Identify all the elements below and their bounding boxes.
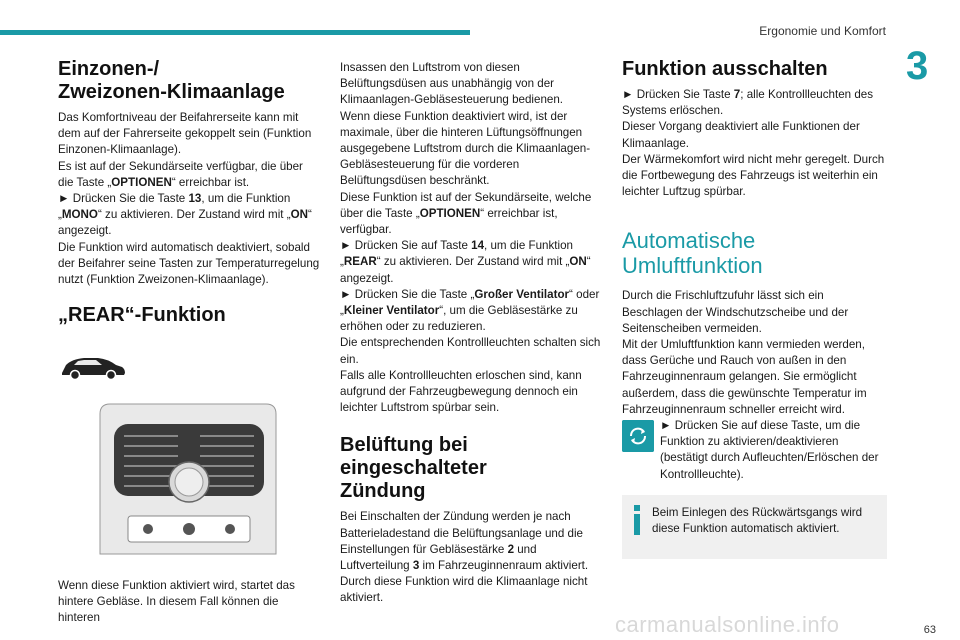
paragraph: Durch die Frischluftzufuhr lässt sich ein Beschlagen der Windschutzscheibe und der Seitenscheiben vermeiden.	[622, 289, 849, 335]
info-note	[622, 495, 887, 559]
paragraph: Mit der Umluftfunktion kann vermieden werden, dass Gerüche und Rauch von außen in den Fahrzeuginnenraum gelangen. Sie ermöglicht außerdem, dass die gewünschte Temperatur im Fahrzeuginnenraum schneller erreicht wird.	[622, 338, 867, 416]
paragraph: Es ist auf der Sekundärseite verfügbar, die über die Taste „OPTIONEN“ erreichbar ist.	[58, 159, 303, 189]
car-icon	[58, 353, 128, 381]
paragraph: Insassen den Luftstrom von diesen Belüftungsdüsen aus unabhängig von der Klimaanlagen-Gebläsesteuerung bedienen.	[340, 61, 564, 107]
page-number: 63	[923, 624, 936, 636]
info-text: Beim Einlegen des Rückwärtsgangs wird diese Funktion automatisch aktiviert.	[652, 505, 863, 536]
heading-line1: Einzonen-/	[58, 58, 160, 80]
paragraph: Die Funktion wird automatisch deaktiviert, sobald der Beifahrer seine Tasten zur Temperaturregelung nutzt (Funktion Zweizonen-Klimaanlage).	[58, 240, 320, 287]
paragraph: ► Drücken Sie die Taste 13, um die Funktion „MONO“ zu aktivieren. Der Zustand wird mit „ON“ angezeigt.	[58, 192, 312, 238]
recirculation-instruction	[622, 418, 887, 483]
header-accent-bar	[0, 30, 470, 35]
paragraph: Wenn diese Funktion aktiviert wird, startet das hintere Gebläse. In diesem Fall können die hinteren	[58, 578, 295, 625]
column-2	[340, 60, 605, 607]
paragraph: ► Drücken Sie auf diese Taste, um die Funktion zu aktivieren/deaktivieren (bestätigt durch Aufleuchten/Erlöschen der Kontrollleuchte).	[660, 419, 879, 481]
paragraph: ► Drücken Sie die Taste „Großer Ventilator“ oder „Kleiner Ventilator“, um die Gebläsestärke zu erhöhen oder zu reduzieren.	[340, 287, 600, 334]
paragraph: ► Drücken Sie auf Taste 14, um die Funktion „REAR“ zu aktivieren. Der Zustand wird mit „ON“ angezeigt.	[340, 239, 591, 285]
paragraph: Wenn diese Funktion deaktiviert wird, ist der maximale, über die hinteren Lüftungsöffnungen ausgegebene Luftstrom durch die Klimaanlagen-Gebläsesteuerung für die vorderen Belüftungsdüsen beschränkt.	[340, 109, 591, 188]
paragraph: Bei Einschalten der Zündung werden je nach Batterieladestand die Belüftungsanlage und die Einstellungen für Gebläsestärke 2 und Luftverteilung 3 im Fahrzeuginnenraum aktiviert.	[340, 510, 589, 573]
column-3	[622, 58, 887, 559]
recirculation-icon	[622, 420, 654, 452]
heading-line2: Umluftfunktion	[622, 253, 763, 279]
info-icon	[630, 505, 644, 535]
chapter-number: 3	[906, 44, 929, 88]
section-title: Ergonomie und Komfort	[759, 24, 886, 38]
paragraph: Das Komfortniveau der Beifahrerseite kann mit dem auf der Fahrerseite gekoppelt sein (Funktion Einzonen-Klimaanlage).	[58, 111, 312, 157]
heading-ventilation-ignition	[340, 434, 605, 503]
heading-line1: Belüftung bei eingeschalteter	[340, 434, 487, 480]
paragraph: Der Wärmekomfort wird nicht mehr geregelt. Durch die Fortbewegung des Fahrzeugs ist weiterhin ein leichter Luftzug spürbar.	[622, 152, 885, 199]
paragraph: Die entsprechenden Kontrollleuchten schalten sich ein.	[340, 336, 601, 366]
paragraph: ► Drücken Sie Taste 7; alle Kontrollleuchten des Systems erlöschen.	[622, 88, 874, 118]
rear-vent-panel-illustration	[80, 394, 296, 564]
paragraph: Falls alle Kontrollleuchten erloschen sind, kann aufgrund der Fahrzeugbewegung dennoch ein leichter Luftstrom spürbar sein.	[340, 368, 582, 415]
paragraph: Diese Funktion ist auf der Sekundärseite, welche über die Taste „OPTIONEN“ erreichbar ist, verfügbar.	[340, 190, 592, 237]
heading-switch-off: Funktion ausschalten	[622, 58, 828, 80]
heading-line1: Automatische	[622, 228, 756, 254]
heading-auto-recirculation	[622, 228, 887, 278]
paragraph: Dieser Vorgang deaktiviert alle Funktionen der Klimaanlage.	[622, 120, 860, 150]
heading-line2: Zündung	[340, 480, 426, 503]
column-1	[58, 58, 320, 626]
heading-single-dual-zone	[58, 58, 320, 104]
watermark: carmanualsonline.info	[615, 612, 840, 637]
heading-line2: Zweizonen-Klimaanlage	[58, 81, 285, 103]
heading-rear-function: „REAR“-Funktion	[58, 304, 226, 327]
paragraph: Durch diese Funktion wird die Klimaanlage nicht aktiviert.	[340, 575, 588, 605]
